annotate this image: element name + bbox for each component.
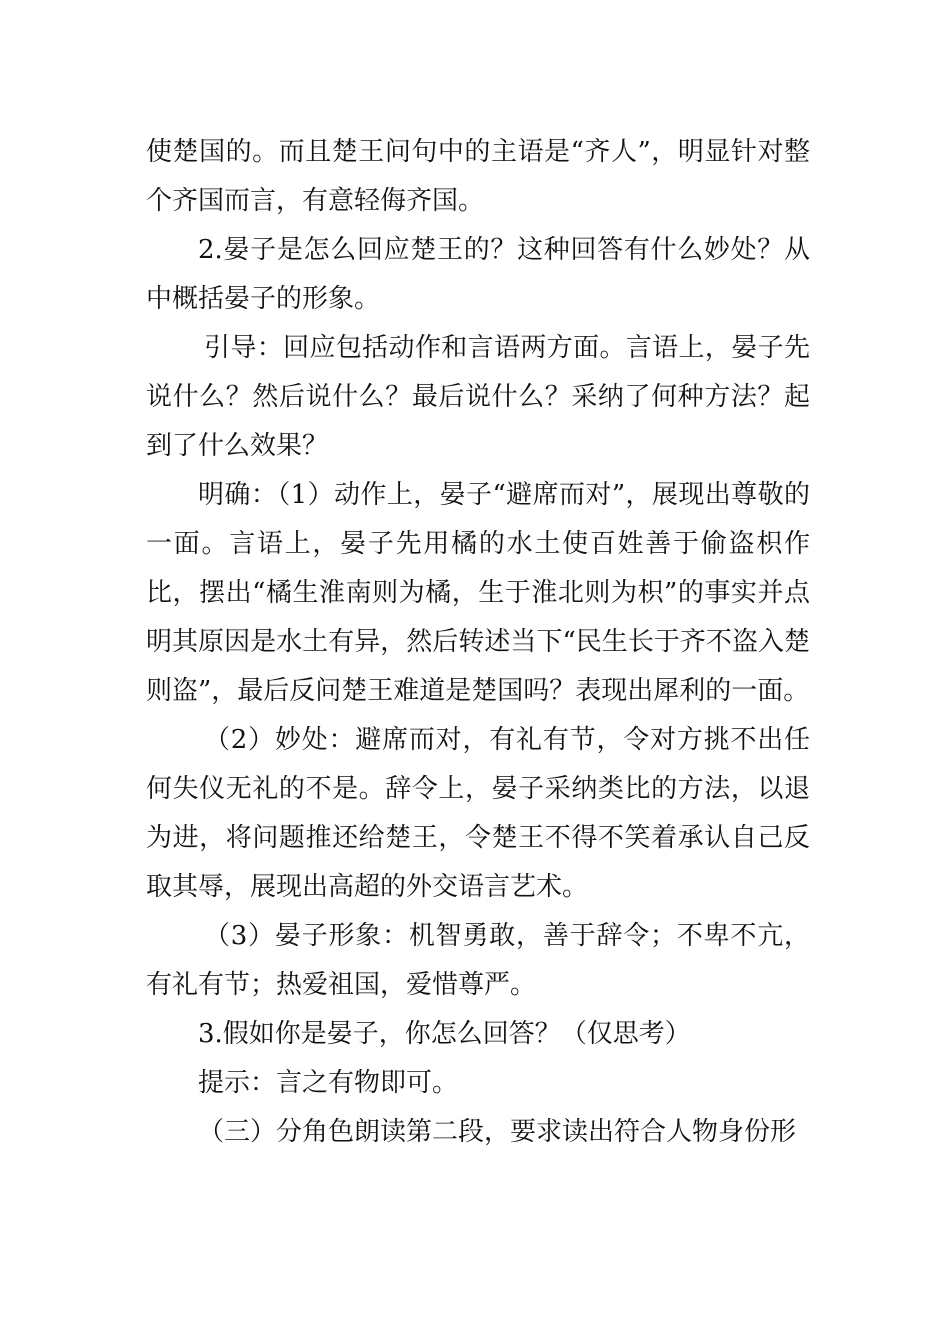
paragraph-question-3: 3.假如你是晏子，你怎么回答？（仅思考）: [198, 1019, 691, 1049]
paragraph-answer-1: 明确：（1）动作上，晏子“避席而对”，展现出尊敬的一面。言语上，晏子先用橘的水土使百姓善于偷盗枳作比，摆出“橘生淮南则为橘，生于淮北则为枳”的事实并点明其原因是水土有异，然后转述当下“民生长于齐不盗入楚则盗”，最后反问楚王难道是楚国吗？表现出犀利的一面。: [146, 480, 810, 706]
paragraph-answer-2: （2）妙处：避席而对，有礼有节，令对方挑不出任何失仪无礼的不是。辞令上，晏子采纳类比的方法，以退为进，将问题推还给楚王，令楚王不得不笑着承认自己反取其辱，展现出高超的外交语言艺术。: [146, 725, 810, 902]
document-body: [146, 128, 810, 1157]
paragraph-answer-3: （3）晏子形象：机智勇敢，善于辞令；不卑不亢，有礼有节；热爱祖国，爱惜尊严。: [146, 921, 810, 1000]
paragraph-hint: 提示：言之有物即可。: [198, 1068, 459, 1098]
paragraph-section-3: （三）分角色朗读第二段，要求读出符合人物身份形: [198, 1117, 797, 1147]
paragraph-guidance: 引导：回应包括动作和言语两方面。言语上，晏子先说什么？然后说什么？最后说什么？采纳了何种方法？起到了什么效果？: [146, 333, 810, 461]
paragraph-continuation: 使楚国的。而且楚王问句中的主语是“齐人”，明显针对整个齐国而言，有意轻侮齐国。: [146, 137, 810, 216]
paragraph-question-2: 2.晏子是怎么回应楚王的？这种回答有什么妙处？从中概括晏子的形象。: [146, 235, 810, 314]
